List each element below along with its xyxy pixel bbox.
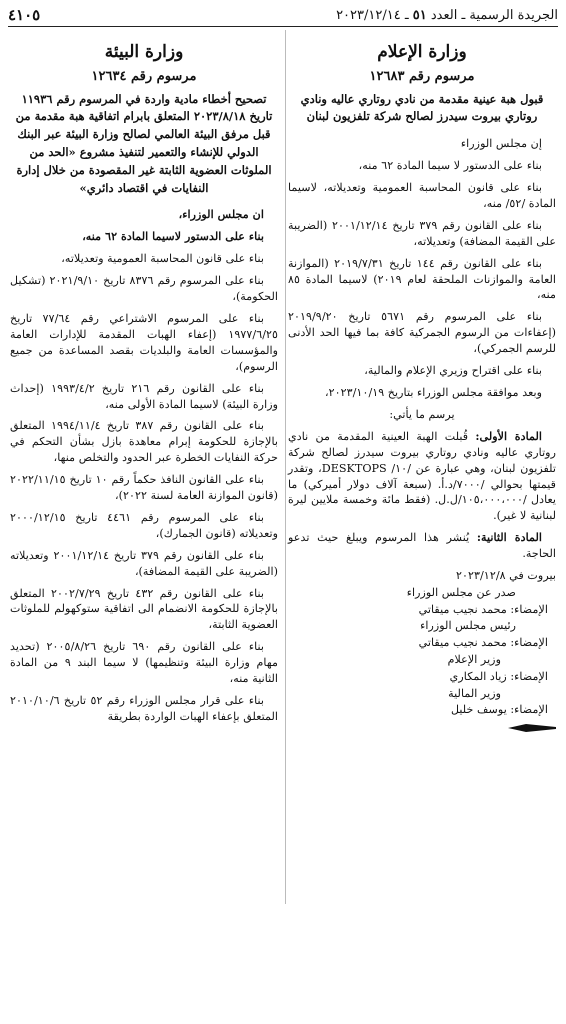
signature-line: الإمضاء: زياد المكاري xyxy=(449,669,548,683)
signature-line: وزير المالية xyxy=(448,686,501,700)
ministry-title: وزارة البيئة xyxy=(104,42,184,62)
preamble-line: ان مجلس الوزراء، xyxy=(178,207,264,222)
preamble-line: إن مجلس الوزراء xyxy=(460,137,542,151)
article-2-label: المادة الثانية: xyxy=(476,530,542,545)
preamble-line: وبعد موافقة مجلس الوزراء بتاريخ ٢٠٢٣/١٠/١٩، xyxy=(325,385,542,399)
preamble-line: بناء على القانون رقم ١٤٤ تاريخ ٢٠١٩/٧/٣١ (الموازنة العامة والموازنات الملحقة لعام ٢٠١٩) لاسيما المادة ٨٥ منه، xyxy=(288,256,556,302)
journal-name: الجريدة الرسمية ـ العدد xyxy=(430,7,558,23)
ministry-title: وزارة الإعلام xyxy=(377,42,467,62)
decree-formula: يرسم ما يأتي: xyxy=(389,407,455,421)
preamble-line: بناء على قرار مجلس الوزراء رقم ٥٢ تاريخ ٢٠١٠/١٠/٦ المتعلق بإعفاء الهبات الواردة بطريقة xyxy=(10,694,278,723)
preamble-line: بناء على المرسوم رقم ٤٤٦١ تاريخ ٢٠٠٠/١٢/١٥ وتعديلاته (قانون الجمارك)، xyxy=(10,510,278,540)
preamble-line: بناء على المرسوم الاشتراعي رقم ٧٧/٦٤ تاريخ ١٩٧٧/٦/٢٥ (إعفاء الهبات المقدمة للإدارات العامة والمؤسسات العامة والبلديات بقصد المساعدة من جميع الرسوم)، xyxy=(10,311,278,373)
page-number: ٤١٠٥ xyxy=(8,6,41,24)
issue-number: ٥١ xyxy=(412,7,427,23)
preamble-line: بناء على قانون المحاسبة العمومية وتعديلاته، لاسيما المادة /٥٢/ منه، xyxy=(288,181,556,210)
signature-line: رئيس مجلس الوزراء xyxy=(420,619,516,633)
preamble-line: بناء على القانون رقم ٣٧٩ تاريخ ٢٠٠١/١٢/١٤ وتعديلاته (الضريبة على القيمة المضافة)، xyxy=(10,548,278,578)
article-1 xyxy=(288,429,556,524)
signature-line: الإمضاء: محمد نجيب ميقاتي xyxy=(418,602,548,616)
preamble-line: بناء على قانون المحاسبة العمومية وتعديلاته، xyxy=(61,252,264,266)
preamble-line: بناء على القانون رقم ٦٩٠ تاريخ ٢٠٠٥/٨/٢٦ (تحديد مهام وزارة البيئة وتنظيمها) لا سيما البند ٩ من المادة الثانية منه، xyxy=(10,640,278,686)
signature-line: وزير الإعلام xyxy=(447,653,501,667)
preamble-line: بناء على القانون رقم ٣٧٩ تاريخ ٢٠٠١/١٢/١٤ (الضريبة على القيمة المضافة) وتعديلاته، xyxy=(288,218,556,248)
signature-line: الإمضاء: محمد نجيب ميقاتي xyxy=(418,636,548,650)
place-date: بيروت في ٢٠٢٣/١٢/٨ xyxy=(456,569,556,583)
signature-line: الإمضاء: يوسف خليل xyxy=(450,703,548,717)
column-divider xyxy=(285,30,286,904)
page-header xyxy=(8,4,558,27)
decree-number: مرسوم رقم ١٢٦٨٣ xyxy=(369,69,475,85)
preamble-line: بناء على القانون النافذ حكماً رقم ١٠ تاريخ ٢٠٢٢/١١/١٥ (قانون الموازنة العامة لسنة ٢٠٢٢)، xyxy=(10,473,278,503)
article-2-text: يُنشر هذا المرسوم ويبلغ حيث تدعو الحاجة. xyxy=(288,531,556,561)
article-1-text: قُبلت الهبة العينية المقدمة من نادي روتاري عاليه ونادي روتاري بيروت سيدرز لصالح شركة تلفزيون لبنان، وهي عبارة عن /١٠/ DESKTOPS، وتقدر قيمتها بحوالي /٧٠٠٠/د.أ. (سبعة آلاف دولار أميركي) ما يعادل /١٠٥،٠٠٠،٠٠٠/ل.ل. (فقط مائة وخمسة ملايين ليرة لبنانية لا غير). xyxy=(288,429,556,523)
article-1-label: المادة الأولى: xyxy=(475,428,543,443)
ministry-environment-column xyxy=(10,34,278,731)
article-2 xyxy=(288,530,556,562)
preamble-line: بناء على اقتراح وزيري الإعلام والمالية، xyxy=(364,364,542,378)
issue-date: ـ ٢٠٢٣/١٢/١٤ xyxy=(336,7,409,23)
preamble-line: بناء على القانون رقم ٤٣٢ تاريخ ٢٠٠٢/٧/٢٩ المتعلق بالإجازة للحكومة الانضمام الى اتفاقية ستوكهولم للملوثات العضوية الثابتة، xyxy=(10,586,278,632)
ministry-information-column xyxy=(288,34,556,733)
decree-subject: تصحيح أخطاء مادية واردة في المرسوم رقم ١١٩٣٦ تاريخ ٢٠٢٣/٨/١٨ المتعلق بابرام اتفاقية هبة مقدمة من قبل مرفق البيئة العالمي لصالح وزارة البيئة عبر البنك الدولي للإنشاء والتعمير لتنفيذ مشروع «الحد من الملوثات العضوية الثابتة غير المقصودة من خلال إدارة النفايات في اقتصاد دائري» xyxy=(15,91,273,195)
journal-line xyxy=(336,8,558,23)
end-arrow-icon xyxy=(508,723,556,733)
preamble-line: بناء على القانون رقم ٢١٦ تاريخ ١٩٩٣/٤/٢ (إحداث وزارة البيئة) لاسيما المادة الأولى منه، xyxy=(10,381,278,411)
preamble-line: بناء على الدستور لا سيما المادة ٦٢ منه، xyxy=(358,159,542,173)
signature-line: صدر عن مجلس الوزراء xyxy=(406,585,516,599)
decree-number: مرسوم رقم ١٢٦٣٤ xyxy=(91,69,197,85)
preamble-line: بناء على المرسوم رقم ٥٦٧١ تاريخ ٢٠١٩/٩/٢٠ (إعفاءات من الرسوم الجمركية كافة بما فيها الحد الأدنى للرسم الجمركي)، xyxy=(288,310,556,356)
preamble-line: بناء على القانون رقم ٣٨٧ تاريخ ١٩٩٤/١١/٤ المتعلق بالإجازة للحكومة إبرام معاهدة بازل بشأن التحكم في حركة النفايات الخطرة عبر الحدود والتخلص منها، xyxy=(10,419,278,465)
preamble-line: بناء على المرسوم رقم ٨٣٧٦ تاريخ ٢٠٢١/٩/١٠ (تشكيل الحكومة)، xyxy=(10,274,278,304)
preamble-line: بناء على الدستور لاسيما المادة ٦٢ منه، xyxy=(82,229,264,244)
decree-subject: قبول هبة عينية مقدمة من نادي روتاري عاليه ونادي روتاري بيروت سيدرز لصالح شركة تلفزيون لبنان xyxy=(300,91,544,124)
